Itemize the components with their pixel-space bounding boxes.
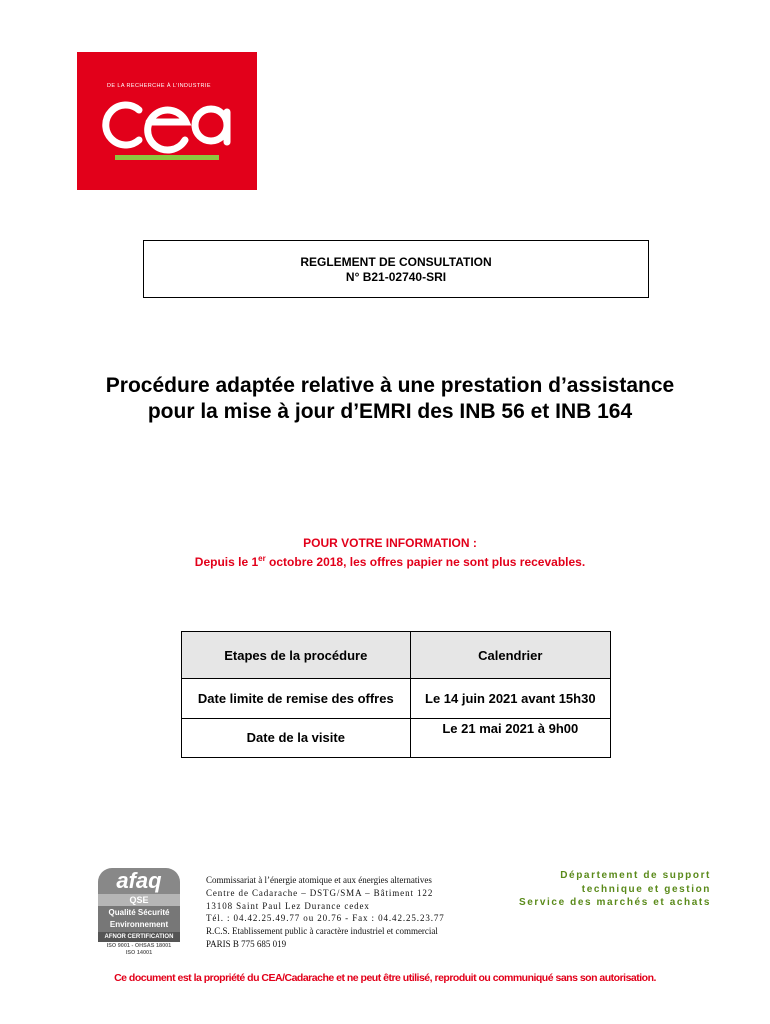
cea-wordmark-icon xyxy=(99,92,235,154)
notice-heading: POUR VOTRE INFORMATION : xyxy=(303,536,477,550)
afaq-qse-label: QSE xyxy=(98,894,180,906)
department-block xyxy=(470,869,711,910)
date-cell: Le 14 juin 2021 avant 15h30 xyxy=(410,679,610,718)
department-line: technique et gestion xyxy=(581,883,711,895)
address-block xyxy=(206,874,476,951)
consultation-reference-box xyxy=(143,240,649,298)
column-header-steps: Etapes de la procédure xyxy=(182,632,411,679)
afaq-scope-line-1: Qualité Sécurité xyxy=(108,908,170,917)
reference-number: N° B21-02740-SRI xyxy=(345,270,447,284)
address-line: Centre de Cadarache – DSTG/SMA – Bâtiment 122 xyxy=(206,887,434,898)
afaq-iso-line-1: ISO 9001 - OHSAS 18001 xyxy=(106,943,172,949)
address-line: PARIS B 775 685 019 xyxy=(206,938,287,949)
address-line: Commissariat à l’énergie atomique et aux énergies alternatives xyxy=(206,875,432,885)
reference-heading: REGLEMENT DE CONSULTATION xyxy=(300,255,492,269)
logo-accent-bar xyxy=(115,155,219,160)
afaq-scope xyxy=(98,906,180,932)
afaq-iso-line-2: ISO 14001 xyxy=(125,950,153,956)
step-cell: Date de la visite xyxy=(182,718,411,757)
table-row xyxy=(182,679,611,718)
department-line: Département de support xyxy=(560,870,711,881)
department-line: Service des marchés et achats xyxy=(518,897,711,908)
address-line: 13108 Saint Paul Lez Durance cedex xyxy=(206,900,370,911)
document-title xyxy=(40,373,740,425)
column-header-calendar: Calendrier xyxy=(410,632,610,679)
notice-text-end: octobre 2018, les offres papier ne sont plus recevables. xyxy=(265,555,586,569)
schedule-table xyxy=(181,631,611,758)
confidentiality-footer: Ce document est la propriété du CEA/Cadarache et ne peut être utilisé, reproduit ou communiqué sans son autorisation. xyxy=(114,972,656,984)
afaq-scope-line-2: Environnement xyxy=(109,920,169,929)
notice-text-start: Depuis le 1 xyxy=(194,555,259,569)
logo-tagline: DE LA RECHERCHE À L’INDUSTRIE xyxy=(107,83,211,89)
information-notice xyxy=(80,536,700,570)
address-line: Tél. : 04.42.25.49.77 ou 20.76 - Fax : 04.42.25.23.77 xyxy=(206,913,445,924)
notice-text xyxy=(80,551,700,570)
afaq-cert-label: AFNOR CERTIFICATION xyxy=(98,932,180,942)
table-header-row xyxy=(182,632,611,679)
afaq-iso-labels xyxy=(98,943,180,957)
table-row xyxy=(182,718,611,757)
date-cell: Le 21 mai 2021 à 9h00 xyxy=(410,718,610,757)
title-line-2: pour la mise à jour d’EMRI des INB 56 et INB 164 xyxy=(147,400,633,423)
notice-superscript: er xyxy=(258,554,266,563)
title-line-1: Procédure adaptée relative à une prestation d’assistance xyxy=(105,374,675,397)
step-cell: Date limite de remise des offres xyxy=(182,679,411,718)
afaq-brand: afaq xyxy=(98,868,180,894)
address-line: R.C.S. Etablissement public à caractère industriel et commercial xyxy=(206,926,438,937)
cea-logo xyxy=(77,52,257,190)
afaq-certification-logo xyxy=(98,868,180,964)
